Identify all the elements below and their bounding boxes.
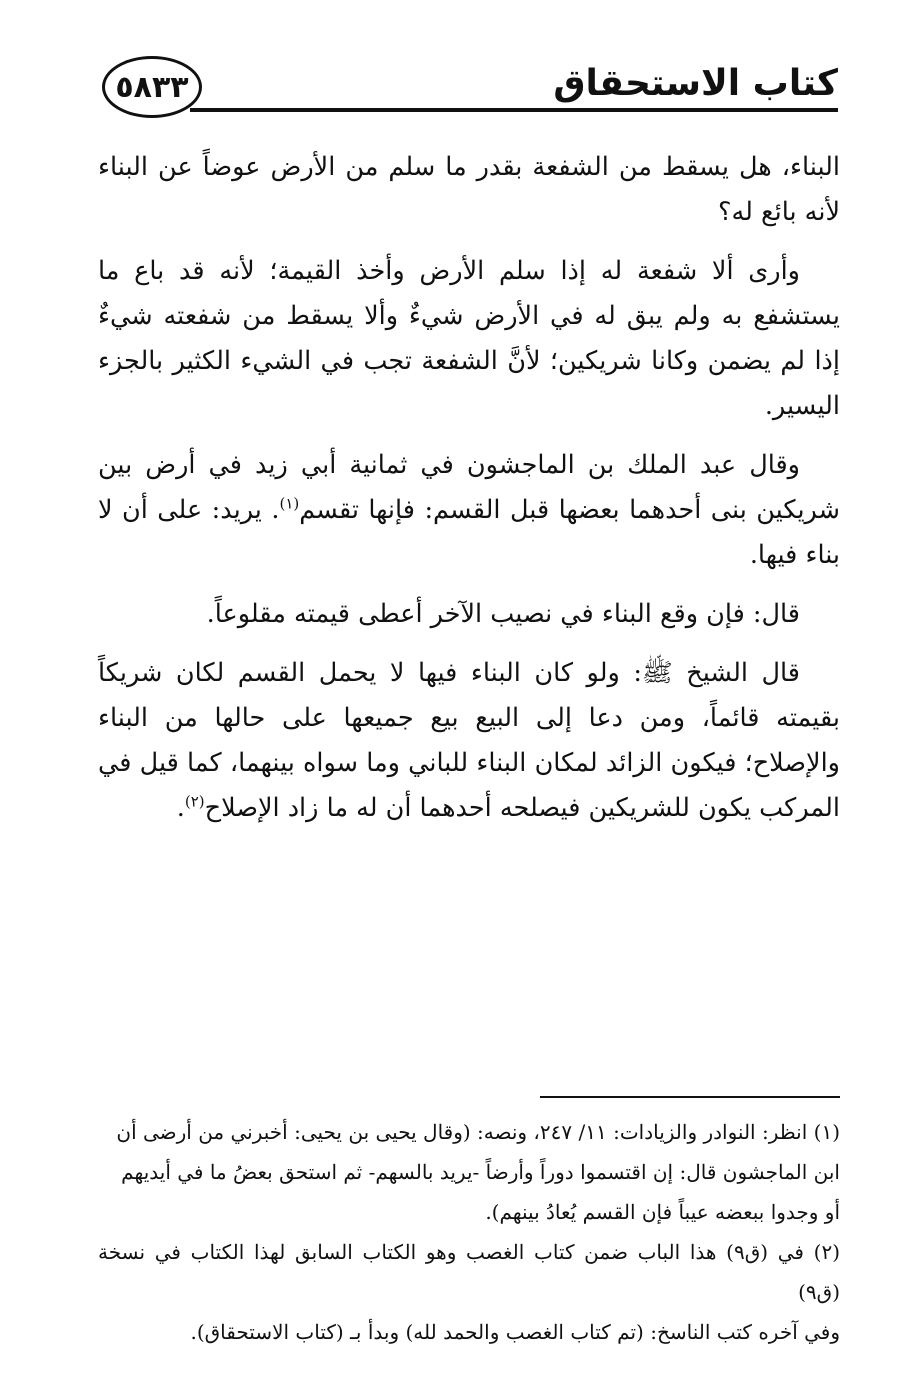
footnote-1-line-3: أو وجدوا ببعضه عيباً فإن القسم يُعادُ بينهم). xyxy=(485,1200,840,1224)
footnote-2-line-1: (٢) في (ق٩) هذا الباب ضمن كتاب الغصب وهو الكتاب السابق لهذا الكتاب في نسخة (ق٩) xyxy=(98,1240,840,1304)
footnotes xyxy=(98,1112,840,1352)
paragraph-3 xyxy=(98,443,840,578)
footnote-2-line-2: وفي آخره كتب الناسخ: (تم كتاب الغصب والحمد لله) وبدأ بـ (كتاب الاستحقاق). xyxy=(190,1320,840,1344)
page-header xyxy=(0,0,920,130)
paragraph-3-text: وقال عبد الملك بن الماجشون في ثمانية أبي زيد في أرض بين شريكين بنى أحدهما بعضها قبل القسم: فإنها تقسم xyxy=(98,450,840,525)
footnote-1-line-1: (١) انظر: النوادر والزيادات: ١١/ ٢٤٧، ونصه: (وقال يحيى بن يحيى: أخبرني من أرضى أن xyxy=(116,1120,840,1144)
footnote-1-line-2: ابن الماجشون قال: إن اقتسموا دوراً وأرضاً -يريد بالسهم- ثم استحق بعضُ ما في أيديهم xyxy=(121,1160,840,1184)
paragraph-4: قال: فإن وقع البناء في نصيب الآخر أعطى قيمته مقلوعاً. xyxy=(206,599,800,629)
paragraph-2: وأرى ألا شفعة له إذا سلم الأرض وأخذ القيمة؛ لأنه قد باع ما يستشفع به ولم يبق له في الأرض شيءٌ وألا يسقط من شفعته شيءٌ إذا لم يضمن وكانا شريكين؛ لأنَّ الشفعة تجب في الشيء الكثير بالجزء اليسير. xyxy=(98,256,840,421)
running-title: كتاب الاستحقاق xyxy=(553,63,838,104)
paragraph-5-text: قال الشيخ ﷺ: ولو كان البناء فيها لا يحمل القسم لكان شريكاً بقيمته قائماً، ومن دعا إلى البيع بيع جميعها على حالها من البناء والإصلاح؛ فيكون الزائد لمكان البناء للباني وما سواه بينهما، كما قيل في المركب يكون للشريكين فيصلحه أحدهما أن له ما زاد الإصلاح xyxy=(98,658,840,823)
page-number: ٥٨٣٣ xyxy=(102,56,202,118)
footnote-ref-1: (١) xyxy=(279,494,300,513)
header-rule xyxy=(190,108,838,112)
main-text xyxy=(98,145,840,845)
paragraph-3-tail: . يريد: على أن لا بناء فيها. xyxy=(98,495,840,570)
paragraph-5 xyxy=(98,651,840,831)
paragraph-5-tail: . xyxy=(176,793,185,823)
footnote-separator xyxy=(540,1096,840,1098)
footnote-ref-2: (٢) xyxy=(184,792,205,811)
paragraph-1: البناء، هل يسقط من الشفعة بقدر ما سلم من الأرض عوضاً عن البناء لأنه بائع له؟ xyxy=(98,152,840,227)
